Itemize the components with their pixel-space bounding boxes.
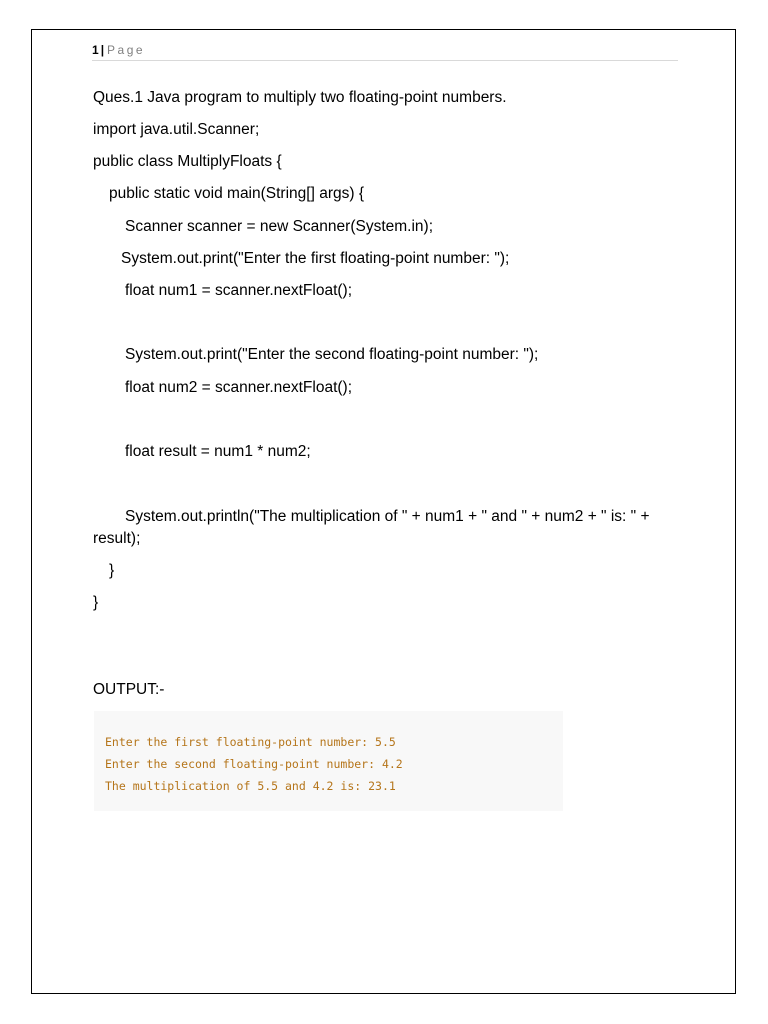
code-result-line: float result = num1 * num2; [125, 443, 311, 460]
output-line-3: The multiplication of 5.5 and 4.2 is: 23.1 [105, 779, 396, 793]
code-class-declaration: public class MultiplyFloats { [93, 153, 282, 170]
page-separator: | [100, 43, 105, 57]
code-prompt-first: System.out.print("Enter the first floating-point number: "); [121, 250, 510, 267]
code-read-second: float num2 = scanner.nextFloat(); [125, 379, 353, 396]
output-console-box [94, 711, 563, 811]
output-label: OUTPUT:- [93, 681, 165, 698]
page-header [92, 42, 678, 61]
code-close-class: } [93, 594, 99, 611]
code-println-line: System.out.println("The multiplication of " + num1 + " and " + num2 + " is: " + result); [93, 508, 650, 547]
code-close-main: } [109, 562, 115, 579]
page-number: 1 [92, 43, 99, 57]
code-import-line: import java.util.Scanner; [93, 121, 260, 138]
code-prompt-second: System.out.print("Enter the second floating-point number: "); [125, 346, 539, 363]
output-line-2: Enter the second floating-point number: 4.2 [105, 757, 403, 771]
output-line-1: Enter the first floating-point number: 5.5 [105, 735, 396, 749]
code-main-declaration: public static void main(String[] args) { [109, 185, 364, 202]
code-read-first: float num1 = scanner.nextFloat(); [125, 282, 353, 299]
question-title: Ques.1 Java program to multiply two floating-point numbers. [93, 89, 507, 106]
code-scanner-line: Scanner scanner = new Scanner(System.in); [125, 218, 433, 235]
page-label: Page [107, 43, 146, 57]
